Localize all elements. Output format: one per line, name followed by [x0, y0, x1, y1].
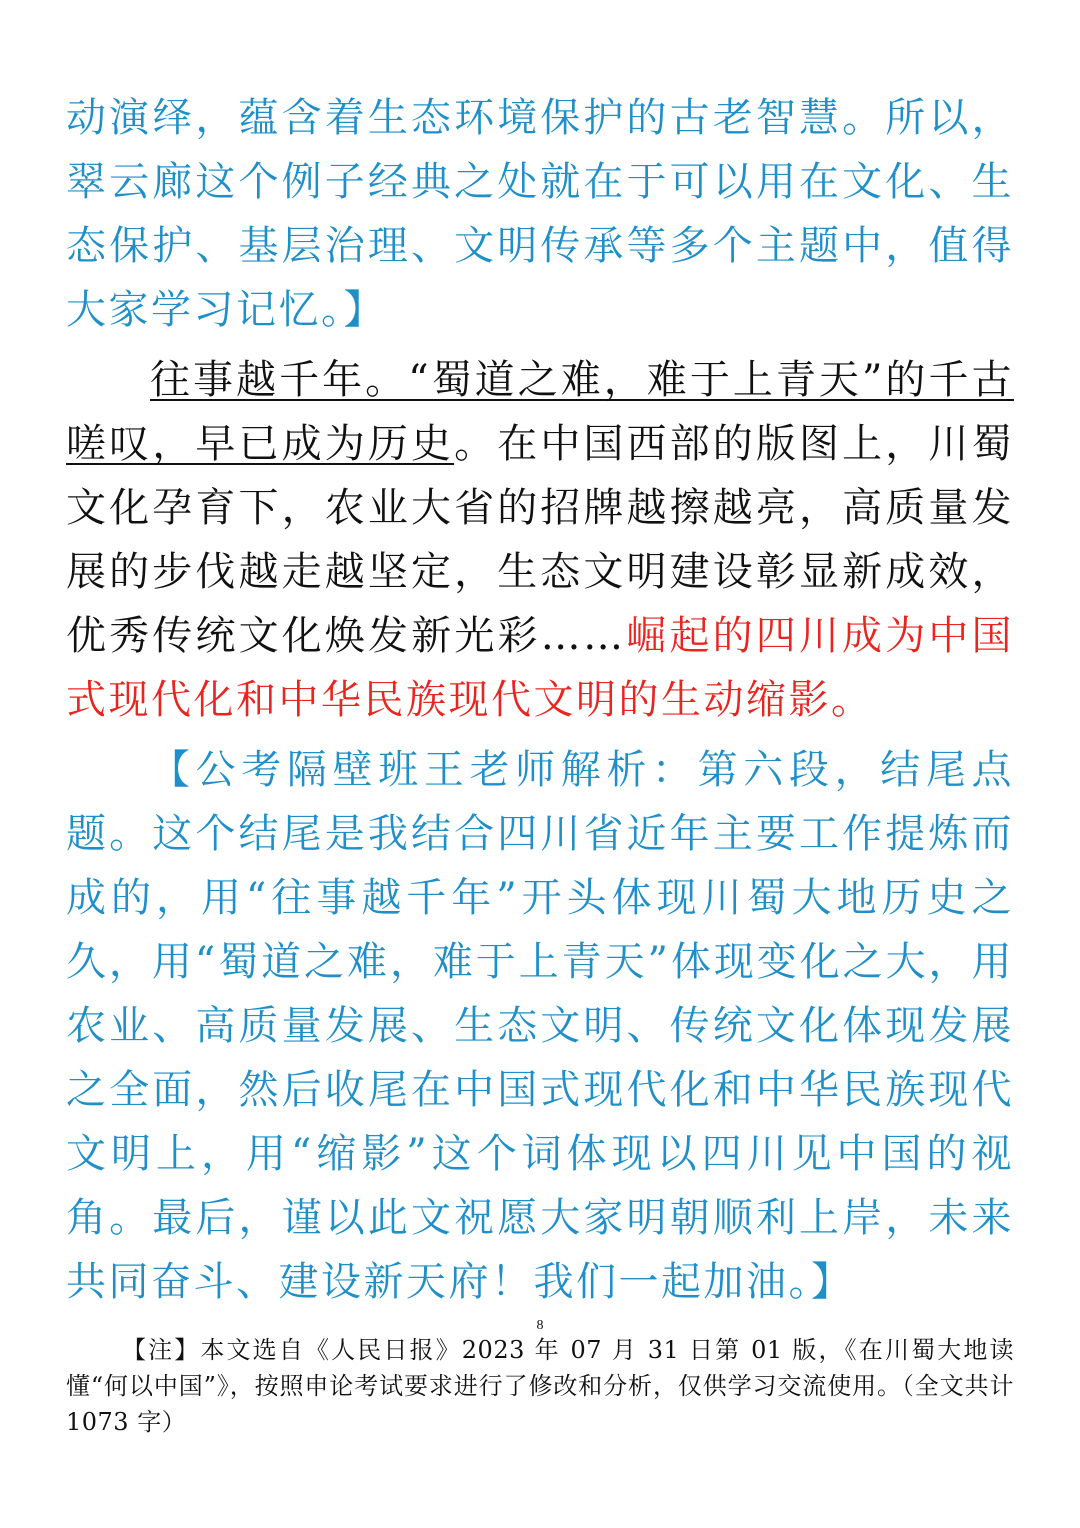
source-note-text: 【注】本文选自《人民日报》2023 年 07 月 31 日第 01 版，《在川蜀大地读懂“何以中国”》，按照申论考试要求进行了修改和分析，仅供学习交流使用。（全文共计 1073 字） [66, 1336, 1014, 1436]
page-number: 8 [536, 1318, 544, 1333]
analysis-text-six: 【公考隔壁班王老师解析：第六段，结尾点题。这个结尾是我结合四川省近年主要工作提炼而成的，用“往事越千年”开头体现川蜀大地历史之久，用“蜀道之难，难于上青天”体现变化之大，用农业、高质量发展、生态文明、传统文化体现发展之全面，然后收尾在中国式现代化和中华民族现代文明上，用“缩影”这个词体现以四川见中国的视角。最后，谨以此文祝愿大家明朝顺利上岸，未来共同奋斗、建设新天府！我们一起加油。】 [66, 747, 1014, 1305]
body-paragraph-six [66, 348, 1014, 732]
body-paragraph-six-text: 。在中国西部的版图上，川蜀文化孕育下，农业大省的招牌越擦越亮，高质量发展的步伐越走越坚定，生态文明建设彰显新成效，优秀传统文化焕发新光彩…… [66, 421, 1015, 659]
source-note [66, 1332, 1014, 1440]
underlined-opening-sentence: 往事越千年。“蜀道之难，难于上青天”的千古嗟叹，早已成为历史 [66, 357, 1014, 467]
analysis-paragraph-six [66, 738, 1014, 1314]
analysis-text-continued: 动演绎，蕴含着生态环境保护的古老智慧。所以，翠云廊这个例子经典之处就在于可以用在文化、生态保护、基层治理、文明传承等多个主题中，值得大家学习记忆。】 [66, 95, 1014, 333]
analysis-paragraph-continued [66, 86, 1014, 342]
highlighted-conclusion-sentence: 崛起的四川成为中国式现代化和中华民族现代文明的生动缩影。 [66, 613, 1015, 723]
document-page [66, 86, 1014, 1314]
